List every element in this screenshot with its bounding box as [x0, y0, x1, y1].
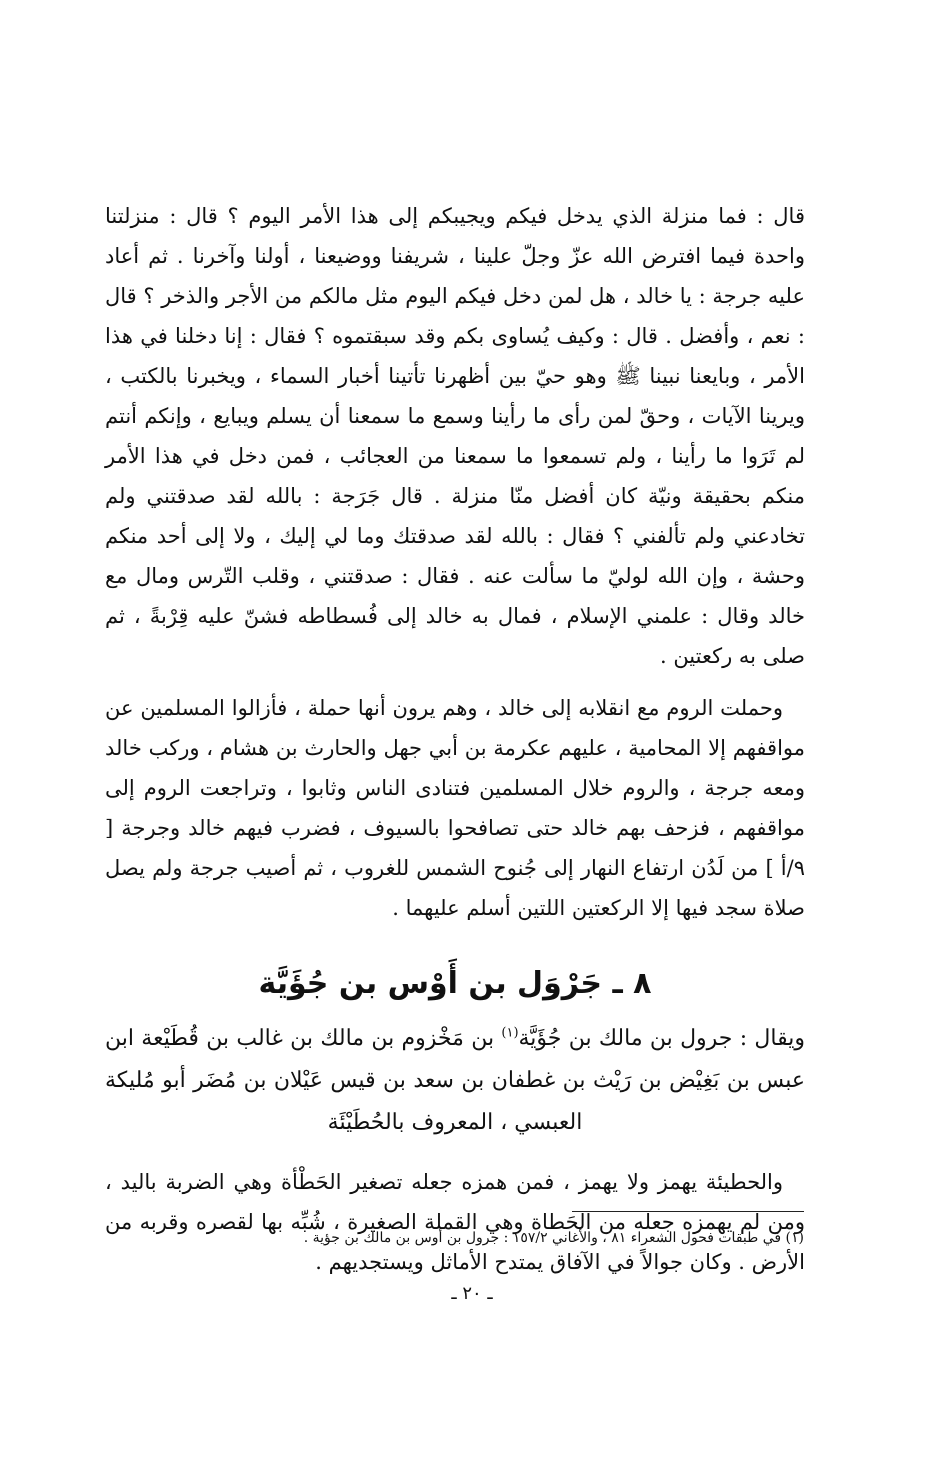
paragraph-3: والحطيئة يهمز ولا يهمز ، فمن همزه جعله تصغير الحَطْأة وهي الضربة باليد ، ومن لم يهمزه جعله من الحَطاة وهي القملة الصغيرة ، شُبِّه بها لقصره وقربه من الأرض . وكان جوالاً في الآفاق يمتدح الأماثل ويستجديهم .: [105, 1170, 805, 1274]
footnote: (١) في طبقات فحول الشعراء ٨١ ، والأغاني ١٥٧/٢ : جرول بن أوس بن مالك بن جؤية .: [303, 1230, 804, 1246]
lineage-rest: بن مَخْزوم بن مالك بن غالب بن قُطَيْعة ابن عبس بن بَغِيْض بن رَيْث بن غطفان بن سعد بن قيس عَيْلان بن مُضَر أبو مُليكة العبسي ، المعروف بالحُطَيْئَة: [105, 1026, 805, 1135]
paragraph-1: قال : فما منزلة الذي يدخل فيكم ويجيبكم إلى هذا الأمر اليوم ؟ قال : منزلتنا واحدة فيما افترض الله عزّ وجلّ علينا ، شريفنا ووضيعنا ، أولنا وآخرنا . ثم أعاد عليه جرجة : يا خالد ، هل لمن دخل فيكم اليوم مثل مالكم من الأجر والذخر ؟ قال : نعم ، وأفضل . قال : وكيف يُساوى بكم وقد سبقتموه ؟ فقال : إنا دخلنا في هذا الأمر ، وبايعنا نبينا ﷺ وهو حيّ بين أظهرنا تأتينا أخبار السماء ، ويخبرنا بالكتب ، ويرينا الآيات ، وحقّ لمن رأى ما رأينا وسمع ما سمعنا أن يسلم ويبايع ، وإنكم أنتم لم تَرَوا ما رأينا ، ولم تسمعوا ما سمعنا من العجائب ، فمن دخل في هذا الأمر منكم بحقيقة ونيّة كان أفضل منّا منزلة . قال جَرَجة : بالله لقد صدقتني ولم تخادعني ولم تألفني ؟ فقال : بالله لقد صدقتك وما لي إليك ، ولا إلى أحد منكم وحشة ، وإن الله لوليّ ما سألت عنه . فقال : صدقتني ، وقلب التّرس ومال مع خالد وقال : علمني الإسلام ، فمال به خالد إلى فُسطاطه فشنّ عليه قِرْبةً ، ثم صلى به ركعتين .: [105, 204, 805, 668]
lineage-start: ويقال : جرول بن مالك بن جُؤَيَّة: [518, 1026, 805, 1051]
footnote-marker: (١): [501, 1025, 519, 1041]
lineage-paragraph: [105, 1018, 805, 1144]
footnote-separator: [572, 1211, 804, 1212]
section-heading: ٨ ـ جَرْوَل بن أَوْس بن جُؤَيَّة: [258, 966, 652, 1001]
page-body: [105, 196, 805, 1282]
page-number: ـ ٢٠ ـ: [451, 1283, 493, 1304]
paragraph-2: وحملت الروم مع انقلابه إلى خالد ، وهم يرون أنها حملة ، فأزالوا المسلمين عن مواقفهم إلا المحامية ، عليهم عكرمة بن أبي جهل والحارث بن هشام ، وركب خالد ومعه جرجة ، والروم خلال المسلمين فتنادى الناس وثابوا ، وتراجعت الروم إلى مواقفهم ، فزحف بهم خالد حتى تصافحوا بالسيوف ، فضرب فيهم خالد وجرجة [ ٩/أ ] من لَدُن ارتفاع النهار إلى جُنوح الشمس للغروب ، ثم أصيب جرجة ولم يصل صلاة سجد فيها إلا الركعتين اللتين أسلم عليهما .: [105, 696, 805, 920]
